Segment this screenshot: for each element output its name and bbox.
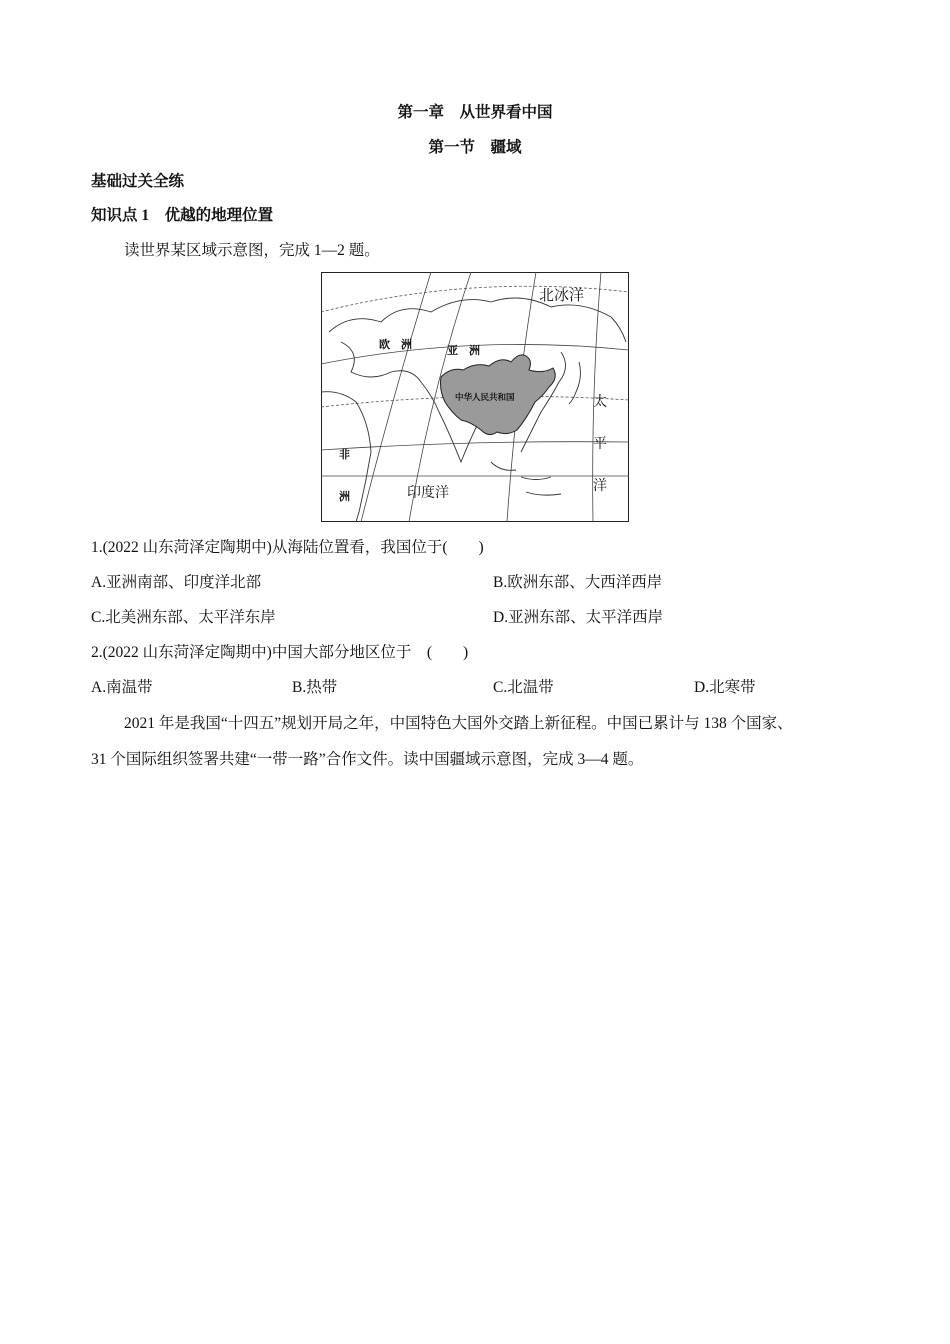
question-1-option-d: D.亚洲东部、太平洋西岸	[493, 609, 664, 626]
map-label-pacific-2: 平	[593, 436, 607, 452]
map-label-pacific-3: 洋	[593, 478, 607, 494]
map-label-indian-ocean: 印度洋	[407, 485, 449, 501]
intro-text-2-line-2: 31 个国际组织签署共建“一带一路”合作文件。读中国疆域示意图，完成 3—4 题。	[91, 751, 644, 768]
knowledge-point-heading: 知识点 1 优越的地理位置	[91, 207, 274, 224]
question-1-stem: 1.(2022 山东菏泽定陶期中)从海陆位置看，我国位于( )	[91, 539, 484, 556]
map-label-africa-1: 非	[339, 448, 350, 461]
map-label-africa-2: 洲	[339, 490, 350, 503]
question-2-option-b: B.热带	[292, 679, 338, 696]
chapter-title: 第一章 从世界看中国	[397, 104, 553, 121]
map-label-pacific-1: 太	[593, 394, 607, 410]
map-label-europe: 欧 洲	[379, 338, 412, 351]
world-region-map	[321, 272, 629, 522]
intro-text-2-line-1: 2021 年是我国“十四五”规划开局之年，中国特色大国外交踏上新征程。中国已累计与 138 个国家、	[124, 715, 793, 732]
question-2-option-c: C.北温带	[493, 679, 554, 696]
part-heading: 基础过关全练	[91, 173, 185, 190]
question-1-option-c: C.北美洲东部、太平洋东岸	[91, 609, 276, 626]
section-title: 第一节 疆域	[428, 139, 522, 156]
map-label-asia: 亚 洲	[447, 344, 480, 357]
question-2-option-d: D.北寒带	[694, 679, 756, 696]
question-1-option-a: A.亚洲南部、印度洋北部	[91, 574, 262, 591]
intro-text-1: 读世界某区域示意图，完成 1—2 题。	[124, 242, 380, 259]
question-2-option-a: A.南温带	[91, 679, 153, 696]
question-1-option-b: B.欧洲东部、大西洋西岸	[493, 574, 663, 591]
question-2-stem: 2.(2022 山东菏泽定陶期中)中国大部分地区位于 ( )	[91, 644, 469, 661]
map-label-arctic: 北冰洋	[539, 286, 585, 304]
map-label-china: 中华人民共和国	[455, 393, 515, 403]
